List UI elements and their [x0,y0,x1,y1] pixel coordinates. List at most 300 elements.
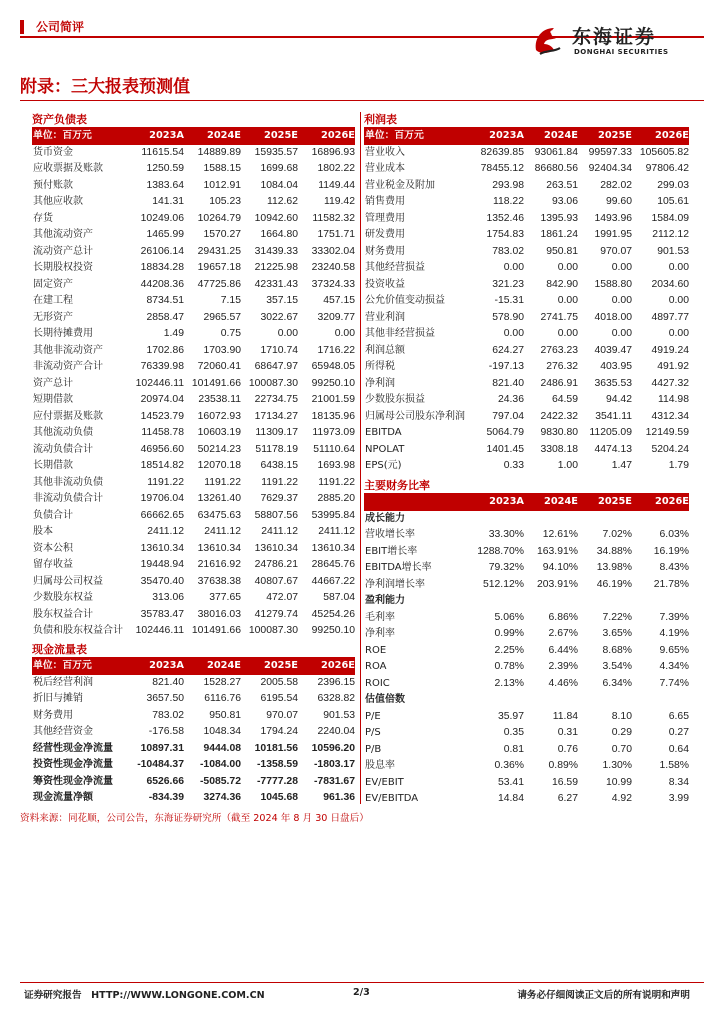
cell-value: 1754.83 [486,229,524,240]
cell-value: 35470.40 [140,575,184,587]
cell-value: 2858.47 [146,311,184,323]
cell-value: 4039.47 [594,344,632,356]
row-label: 无形资产 [33,311,73,323]
cell-value: 0.00 [668,328,689,339]
row-label: 其他经营资金 [33,726,93,737]
logo-text-en: DONGHAI SECURITIES [574,48,669,56]
cell-value: 1191.22 [147,476,184,488]
cell-value: 19448.94 [140,559,184,570]
cell-value: 2112.12 [652,229,689,240]
cell-value: 970.07 [266,709,298,721]
cell-value: 23240.58 [311,262,355,273]
table-row [364,392,689,409]
ratios-table [364,494,689,808]
row-label: 销售费用 [365,196,405,207]
row-label: 长期借款 [33,460,73,471]
row-label: 长期待摊费用 [33,328,93,339]
cell-value: 11309.17 [255,427,298,438]
cell-value: 1588.15 [203,163,241,174]
cell-value: 14.84 [497,793,524,804]
cell-value: 1191.22 [318,476,355,488]
cell-value: -176.58 [148,726,184,737]
cell-value: 24.36 [497,394,524,405]
footer-rule [20,982,704,983]
cell-value: 2026E [298,658,355,675]
cell-value: 13610.34 [140,542,184,554]
cell-value: 6.03% [659,529,689,540]
cell-value: 2023A [472,128,524,145]
cell-value: 961.36 [323,792,355,803]
cell-value: 0.29 [611,727,632,738]
cell-value: 1395.93 [540,212,578,224]
cell-value: 1664.80 [260,229,298,240]
cell-value: 0.00 [334,328,355,339]
row-label: 少数股东损益 [365,394,425,405]
cell-value: 10596.20 [311,742,355,754]
cell-value: 29431.25 [197,245,241,257]
cell-value: 1794.24 [260,726,298,737]
table-row [364,260,689,277]
cell-value: 512.12% [482,578,524,590]
cell-value: 0.76 [557,743,578,755]
cell-value: 51110.64 [313,443,355,455]
cell-value: 24786.21 [254,559,298,570]
table-header-row [364,494,689,511]
cell-value: 31439.33 [254,245,298,257]
cell-value: 99250.10 [311,377,355,389]
cell-value: 64.59 [551,394,578,405]
cell-value: 491.92 [657,361,689,372]
cell-value: 66662.65 [140,509,184,521]
cell-value: 28645.76 [311,559,355,570]
cell-value: 11615.54 [141,146,184,158]
table-row [364,626,689,643]
row-label: 长期股权投资 [33,262,93,273]
cell-value: 0.75 [220,328,241,339]
cell-value: 1802.22 [317,163,355,174]
row-label: 经营性现金净流量 [33,742,113,754]
cell-value: 7.39% [659,611,689,623]
ratio-group-label: 成长能力 [365,512,405,524]
table-row [32,590,355,607]
row-label: 其他经营损益 [365,262,425,273]
cell-value: 11.84 [552,710,578,722]
table-row [32,607,355,624]
cell-value: 293.98 [492,179,524,191]
row-label: 净利率 [365,628,395,639]
cell-value: 6.86% [548,611,578,623]
cell-value: 100087.30 [248,625,298,636]
row-label: 流动负债合计 [33,443,93,455]
row-label: 毛利率 [365,611,395,623]
table-row [364,409,689,426]
cell-value: 821.40 [152,676,184,688]
cell-value: 3.65% [602,628,632,639]
cell-value: 0.81 [503,743,524,755]
row-label: 股东权益合计 [33,608,93,620]
cell-value: 4919.24 [651,344,689,356]
cell-value: -7777.28 [256,775,298,787]
cell-value: 97806.42 [645,163,689,174]
cell-value: 2025E [241,658,298,675]
row-label: 其他非流动负债 [33,476,103,488]
cell-value: 1699.68 [260,163,298,174]
row-label: P/S [365,727,381,738]
ratios-block [364,478,689,808]
row-label: 营业收入 [365,146,405,158]
cell-value: 403.95 [600,361,632,372]
cell-value: 0.00 [611,262,632,273]
cell-value: 105605.82 [639,146,689,158]
cell-value: 950.81 [546,245,578,257]
table-row [364,178,689,195]
column-divider [360,112,361,804]
cell-value: 0.35 [503,727,524,738]
row-label: 归属母公司权益 [33,575,103,587]
cell-value: 2023A [128,128,184,145]
cell-value: 0.99% [494,628,524,639]
row-label: 营业利润 [365,311,405,323]
row-label: 资产总计 [33,377,73,389]
cell-value: 263.51 [546,179,578,191]
cell-value: 1191.22 [204,476,241,488]
cell-value: 102446.11 [135,377,184,389]
cell-value: 2396.15 [317,676,355,688]
cell-value: 4018.00 [594,311,632,323]
cell-value: 0.00 [277,328,298,339]
cell-value: 101491.66 [191,377,241,389]
row-label: 营业成本 [365,163,405,174]
cell-value: 4474.13 [594,443,632,455]
cell-value: 6116.76 [204,693,241,704]
cell-value: 9830.80 [540,427,578,438]
cell-value: 14523.79 [140,410,184,422]
cell-value: 1584.09 [651,212,689,224]
table-row [364,758,689,775]
cell-value: 1710.74 [260,344,298,356]
row-label: 资本公积 [33,542,73,554]
cell-value: 13610.34 [311,542,355,554]
row-label: EV/EBITDA [365,793,419,804]
cell-value: 2.25% [494,644,524,656]
row-label: 留存收益 [33,559,73,570]
table-row [32,211,355,228]
cell-value: 11205.09 [589,427,632,438]
cell-value: -15.31 [494,295,524,306]
table-row [364,161,689,178]
row-label: 在建工程 [33,295,73,306]
cell-value: 1861.24 [540,229,578,240]
cell-value: 1048.34 [203,726,241,737]
row-label: EBITDA [365,427,402,438]
row-label: 归属母公司股东净利润 [365,410,465,422]
table-row [364,560,689,577]
footer-website[interactable]: 证券研究报告 HTTP://WWW.LONGONE.COM.CN [24,990,265,1001]
cell-value: 0.27 [668,727,689,738]
table-row [364,742,689,759]
cell-value: 15935.57 [254,146,298,158]
cell-value: 276.32 [546,361,578,372]
cell-value: 163.91% [536,545,578,557]
cell-value: 8734.51 [146,295,184,306]
table-row [32,691,355,708]
cell-value: 99.60 [605,196,632,207]
cell-value: 5204.24 [651,443,689,455]
cell-value: 42331.43 [254,278,298,290]
cell-value: 8.10 [611,710,632,722]
cell-value: -7831.67 [313,775,355,787]
table-row [32,293,355,310]
cell-value: 65948.05 [311,361,355,372]
cell-value: 3657.50 [146,693,184,704]
row-label: 净利润 [365,377,395,389]
cell-value: 99597.33 [588,146,632,158]
cell-value: 35.97 [497,710,524,722]
income-statement-block [364,112,689,475]
cell-value: 11458.78 [141,427,184,438]
cell-value: 2024E [184,658,241,675]
balance-sheet-table [32,128,355,640]
cell-value: 53995.84 [311,509,355,521]
cell-value: 1012.91 [203,179,241,191]
row-label: EBIT增长率 [365,545,418,557]
cell-value: 4.34% [659,661,689,672]
table-row [32,442,355,459]
cell-value: 78455.12 [480,163,524,174]
cell-value: 0.00 [668,295,689,306]
row-label: 研发费用 [365,229,405,240]
table-row [364,643,689,660]
cell-value: 3.54% [602,661,632,672]
table-row [32,392,355,409]
cell-value: 16896.93 [311,146,355,158]
row-label: P/B [365,743,382,755]
cell-value: 901.53 [657,245,689,257]
cell-value: 1570.27 [203,229,241,240]
row-label: 存货 [33,212,53,224]
header-mark [20,20,24,34]
table-row [32,475,355,492]
cell-value: 6.44% [548,644,578,656]
cell-value: 6328.82 [317,693,355,704]
row-label: 流动资产总计 [33,245,93,257]
cell-value: 0.00 [557,295,578,306]
cell-value: 0.00 [611,328,632,339]
cell-value: 21.78% [653,578,689,590]
cell-value: 2024E [524,494,578,511]
row-label: 投资性现金净流量 [33,759,113,770]
cell-value: 3209.77 [317,311,355,323]
cell-value: 821.40 [492,377,524,389]
cell-value: 0.31 [557,727,578,738]
cell-value: 950.81 [209,709,241,721]
cell-value: 2034.60 [651,278,689,290]
cell-value: 18834.28 [140,262,184,273]
cell-value: 377.65 [209,592,241,603]
cell-value: 783.02 [152,709,184,721]
cell-value: 313.06 [152,592,184,603]
row-label: 股息率 [365,760,395,771]
cell-value: 357.15 [266,295,298,306]
table-row [32,227,355,244]
page-number: 2/3 [353,987,370,998]
cell-value: -834.39 [148,792,184,803]
ratio-group-label: 估值倍数 [365,694,405,705]
cell-value: 321.23 [492,278,524,290]
row-label: P/E [365,710,381,722]
cell-value: 1751.71 [317,229,355,240]
row-label: EV/EBIT [365,776,404,788]
cell-value: 11582.32 [312,212,355,224]
cell-value: 797.04 [492,410,524,422]
cell-value: 10603.19 [197,427,241,438]
company-logo [528,18,698,62]
row-label: EBITDA增长率 [365,562,432,573]
row-label: 单位：百万元 [364,128,472,145]
cell-value: 2026E [632,128,689,145]
balance-sheet-title: 资产负债表 [32,112,355,128]
table-row [364,659,689,676]
table-row [364,676,689,693]
table-row [364,610,689,627]
cell-value: 101491.66 [191,625,241,636]
cell-value: 0.33 [503,460,524,471]
table-row [32,508,355,525]
cell-value: 86680.56 [534,163,578,174]
cell-value: 2026E [632,494,689,511]
table-row [364,725,689,742]
row-label: 利润总额 [365,344,405,356]
row-label: EPS(元) [365,460,402,471]
cell-value: 2.13% [494,677,524,689]
cell-value: -197.13 [488,361,524,372]
table-row-total [32,741,355,758]
table-row [364,425,689,442]
cell-value: 11973.09 [312,427,355,438]
cell-value: 10897.31 [140,742,184,754]
cell-value: 23538.11 [198,394,241,405]
cell-value: 1.47 [611,460,632,471]
income-statement-title: 利润表 [364,112,689,128]
cell-value: 587.04 [323,592,355,603]
row-label: ROE [365,644,387,656]
cell-value: 2411.12 [147,526,184,537]
cell-value: 1703.90 [203,344,241,356]
row-label: 应付票据及账款 [33,410,103,422]
cell-value: 1.30% [602,760,632,771]
source-footnote: 资料来源：同花顺，公司公告，东海证券研究所（截至 2024 年 8 月 30 日盘后） [20,813,369,824]
cell-value: 99250.10 [311,625,355,636]
cell-value: 6438.15 [260,460,298,471]
cell-value: 1493.96 [594,212,632,224]
cell-value: 6526.66 [146,775,184,787]
cell-value: 79.32% [488,562,524,573]
table-row [32,145,355,162]
cell-value: -10484.37 [137,759,184,770]
cell-value: 93061.84 [534,146,578,158]
row-label: 公允价值变动损益 [365,295,445,306]
cell-value: 3022.67 [260,311,298,323]
cell-value: 0.00 [503,328,524,339]
cell-value: 112.62 [266,196,298,207]
table-row [32,623,355,640]
cell-value: 72060.41 [197,361,241,372]
cell-value: 6195.54 [260,693,298,704]
cell-value: 2025E [578,494,632,511]
row-label: 其他非流动资产 [33,344,103,356]
cell-value: 1084.04 [260,179,298,191]
cell-value: 33302.04 [311,245,355,257]
cell-value: 7.74% [659,677,689,689]
dragon-logo-icon [528,20,568,60]
table-row [364,145,689,162]
cell-value: 19706.04 [140,493,184,504]
cell-value: 0.00 [503,262,524,273]
cell-value: 4.46% [548,677,578,689]
cell-value: -1358.59 [256,759,298,770]
cell-value: 0.89% [548,760,578,771]
cell-value: 40807.67 [254,575,298,587]
cell-value: 0.00 [557,262,578,273]
cell-value: 2486.91 [540,377,578,389]
cell-value: -1084.00 [199,759,241,770]
row-label: 现金流量净额 [33,792,93,803]
table-row [32,425,355,442]
cell-value: 34.88% [596,545,632,557]
row-label: 投资收益 [365,278,405,290]
cell-value: 1383.64 [146,179,184,191]
cell-value: 3308.18 [540,443,578,455]
table-row [32,524,355,541]
cell-value: 9.65% [659,644,689,656]
row-label: NPOLAT [365,443,405,455]
table-row [364,343,689,360]
cell-value: 22734.75 [254,394,298,405]
table-row [364,326,689,343]
cell-value: 7629.37 [260,493,298,504]
page-title: 附录：三大报表预测值 [20,77,190,97]
cell-value: 2763.23 [540,344,578,356]
table-row [32,260,355,277]
table-header-row [32,658,355,675]
table-row [32,343,355,360]
table-row [32,409,355,426]
table-row [32,161,355,178]
cell-value: 16.59 [551,776,578,788]
cell-value: 44667.22 [311,575,355,587]
cell-value: 114.98 [657,394,689,405]
cell-value: 19657.18 [197,262,241,273]
cell-value: 2024E [524,128,578,145]
table-row [364,458,689,475]
cell-value: 4312.34 [651,410,689,422]
cell-value: 6.27 [557,793,578,804]
cell-value: 2024E [184,128,241,145]
table-row-total [32,790,355,807]
cell-value: 2885.20 [317,493,355,504]
row-label: 货币资金 [33,146,73,158]
table-row [32,359,355,376]
cell-value: 94.42 [605,394,632,405]
ratio-group-row [364,692,689,709]
cell-value: 1693.98 [317,460,355,471]
table-row [364,544,689,561]
cell-value: 282.02 [600,179,632,191]
table-row [364,194,689,211]
table-row [32,574,355,591]
cell-value: 4897.77 [651,311,689,323]
table-row [364,442,689,459]
